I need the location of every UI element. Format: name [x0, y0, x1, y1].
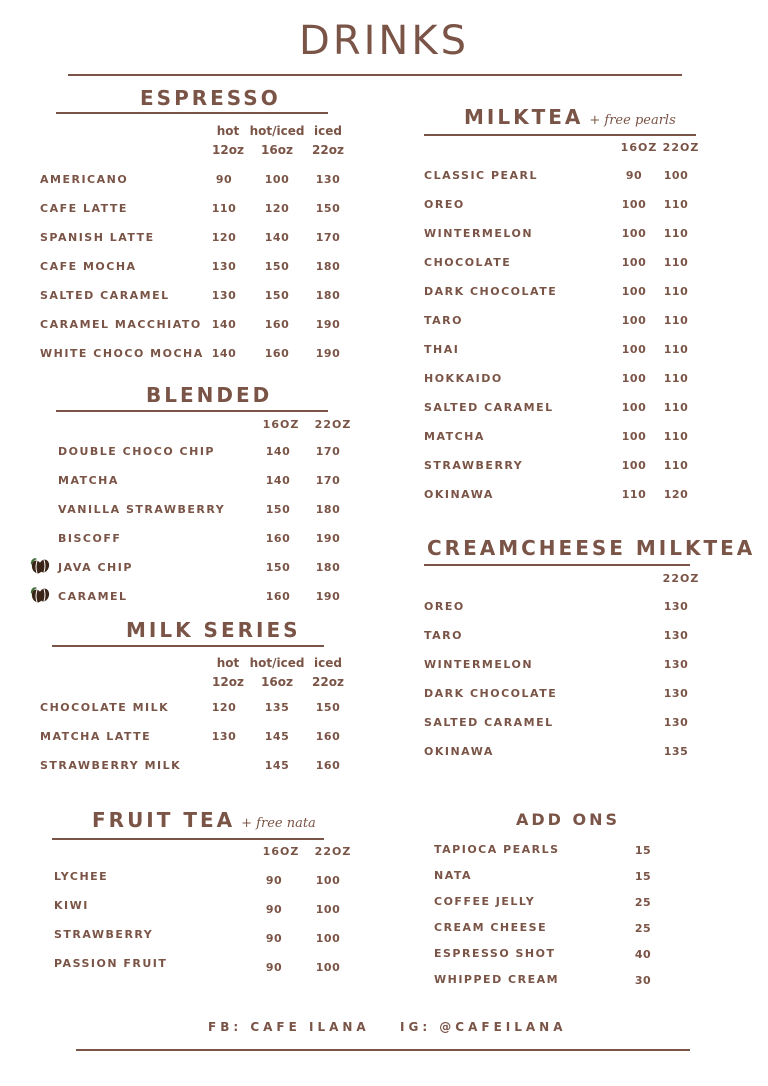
item-name: TAPIOCA PEARLS — [434, 843, 560, 856]
item-name: OKINAWA — [424, 745, 494, 758]
item-name: NATA — [434, 869, 473, 882]
fruit-tea-subtitle: + free nata — [241, 816, 316, 831]
price: 120 — [211, 701, 237, 714]
price: 180 — [315, 289, 341, 302]
item-name: CARAMEL MACCHIATO — [40, 318, 202, 331]
menu-row — [40, 260, 360, 278]
blended-col-header: 22OZ — [314, 418, 352, 431]
espresso-col-header: hot 12oz — [212, 124, 244, 157]
milk-series-divider — [52, 645, 324, 647]
price: 100 — [621, 372, 647, 385]
milktea-col-header: 16OZ — [620, 141, 658, 154]
item-name: DOUBLE CHOCO CHIP — [58, 445, 215, 458]
item-name: CHOCOLATE MILK — [40, 701, 170, 714]
item-name: CAFE MOCHA — [40, 260, 137, 273]
price: 90 — [265, 961, 283, 974]
item-name: CLASSIC PEARL — [424, 169, 539, 182]
menu-row — [40, 231, 360, 249]
price: 140 — [265, 474, 291, 487]
price: 110 — [663, 314, 689, 327]
menu-row — [58, 561, 358, 579]
menu-row — [424, 716, 704, 734]
price: 190 — [315, 532, 341, 545]
price: 160 — [264, 318, 290, 331]
price: 150 — [315, 701, 341, 714]
item-name: OREO — [424, 198, 465, 211]
menu-row — [424, 372, 704, 390]
menu-row — [424, 658, 704, 676]
price: 180 — [315, 260, 341, 273]
item-name: VANILLA STRAWBERRY — [58, 503, 226, 516]
item-name: MATCHA LATTE — [40, 730, 152, 743]
item-name: ESPRESSO SHOT — [434, 947, 556, 960]
price: 145 — [264, 730, 290, 743]
price: 130 — [663, 716, 689, 729]
menu-row — [40, 289, 360, 307]
milk-series-col-header: iced 22oz — [312, 656, 344, 689]
price: 130 — [211, 260, 237, 273]
item-name: TARO — [424, 629, 463, 642]
price: 110 — [663, 256, 689, 269]
price: 110 — [621, 488, 647, 501]
creamcheese-section-title: CREAMCHEESE MILKTEA — [427, 536, 756, 560]
price: 90 — [215, 173, 233, 186]
menu-row — [40, 759, 360, 777]
item-name: SALTED CARAMEL — [424, 401, 554, 414]
price: 140 — [264, 231, 290, 244]
menu-row — [58, 532, 358, 550]
price: 120 — [211, 231, 237, 244]
espresso-section-title: ESPRESSO — [140, 86, 281, 110]
price: 120 — [264, 202, 290, 215]
price: 160 — [315, 759, 341, 772]
price: 110 — [663, 285, 689, 298]
item-name: MATCHA — [58, 474, 119, 487]
price: 90 — [265, 932, 283, 945]
price: 130 — [663, 600, 689, 613]
milk-series-col-header: hot 12oz — [212, 656, 244, 689]
menu-row — [434, 869, 674, 887]
menu-row — [434, 895, 674, 913]
item-name: WINTERMELON — [424, 227, 534, 240]
price: 110 — [211, 202, 237, 215]
milktea-section-title: MILKTEA + free pearls — [464, 105, 676, 129]
price: 160 — [315, 730, 341, 743]
price: 15 — [634, 870, 652, 883]
price: 100 — [315, 874, 341, 887]
price: 150 — [264, 260, 290, 273]
menu-row — [40, 318, 360, 336]
price: 150 — [264, 289, 290, 302]
footer-divider — [76, 1049, 690, 1051]
price: 140 — [211, 347, 237, 360]
coffee-bean-icon — [28, 584, 50, 604]
item-name: SALTED CARAMEL — [40, 289, 170, 302]
price: 135 — [264, 701, 290, 714]
menu-row — [40, 347, 360, 365]
price: 150 — [265, 503, 291, 516]
price: 180 — [315, 503, 341, 516]
price: 160 — [264, 347, 290, 360]
item-name: MATCHA — [424, 430, 485, 443]
fruit-tea-col-header: 22OZ — [314, 845, 352, 858]
menu-row — [58, 503, 358, 521]
price: 160 — [265, 590, 291, 603]
price: 110 — [663, 372, 689, 385]
price: 145 — [264, 759, 290, 772]
menu-row — [54, 899, 354, 917]
menu-row — [424, 687, 704, 705]
creamcheese-divider — [424, 564, 690, 566]
milktea-col-header: 22OZ — [662, 141, 700, 154]
add-ons-section-title: ADD ONS — [516, 810, 621, 829]
price: 170 — [315, 231, 341, 244]
price: 170 — [315, 445, 341, 458]
price: 100 — [621, 459, 647, 472]
item-name: CREAM CHEESE — [434, 921, 548, 934]
price: 160 — [265, 532, 291, 545]
item-name: LYCHEE — [54, 870, 109, 883]
price: 130 — [211, 289, 237, 302]
price: 25 — [634, 922, 652, 935]
price: 110 — [663, 198, 689, 211]
item-name: BISCOFF — [58, 532, 122, 545]
price: 170 — [315, 474, 341, 487]
item-name: CAFE LATTE — [40, 202, 128, 215]
menu-row — [424, 430, 704, 448]
item-name: CARAMEL — [58, 590, 128, 603]
price: 130 — [315, 173, 341, 186]
menu-row — [424, 401, 704, 419]
item-name: STRAWBERRY — [424, 459, 524, 472]
price: 100 — [621, 314, 647, 327]
menu-row — [58, 590, 358, 608]
price: 190 — [315, 347, 341, 360]
item-name: DARK CHOCOLATE — [424, 285, 558, 298]
menu-row — [424, 459, 704, 477]
item-name: AMERICANO — [40, 173, 129, 186]
menu-row — [424, 227, 704, 245]
price: 100 — [315, 932, 341, 945]
espresso-col-header: hot/iced 16oz — [249, 124, 305, 157]
menu-row — [54, 957, 354, 975]
coffee-bean-icon — [28, 555, 50, 575]
menu-row — [424, 629, 704, 647]
milk-series-section-title: MILK SERIES — [126, 618, 301, 642]
price: 100 — [264, 173, 290, 186]
item-name: WINTERMELON — [424, 658, 534, 671]
milk-series-col-header: hot/iced 16oz — [249, 656, 305, 689]
menu-row — [58, 474, 358, 492]
espresso-col-header: iced 22oz — [312, 124, 344, 157]
price: 110 — [663, 459, 689, 472]
price: 150 — [315, 202, 341, 215]
menu-row — [54, 928, 354, 946]
price: 140 — [211, 318, 237, 331]
price: 100 — [621, 285, 647, 298]
item-name: WHITE CHOCO MOCHA — [40, 347, 204, 360]
item-name: THAI — [424, 343, 460, 356]
item-name: STRAWBERRY — [54, 928, 154, 941]
menu-row — [40, 730, 360, 748]
item-name: OREO — [424, 600, 465, 613]
menu-row — [424, 169, 704, 187]
menu-row — [58, 445, 358, 463]
item-name: COFFEE JELLY — [434, 895, 536, 908]
menu-row — [424, 745, 704, 763]
item-name: WHIPPED CREAM — [434, 973, 560, 986]
price: 100 — [663, 169, 689, 182]
menu-row — [424, 256, 704, 274]
item-name: STRAWBERRY MILK — [40, 759, 182, 772]
item-name: PASSION FRUIT — [54, 957, 168, 970]
price: 135 — [663, 745, 689, 758]
price: 150 — [265, 561, 291, 574]
price: 110 — [663, 227, 689, 240]
price: 190 — [315, 590, 341, 603]
menu-row — [434, 921, 674, 939]
blended-divider — [56, 410, 328, 412]
price: 130 — [663, 629, 689, 642]
item-name: HOKKAIDO — [424, 372, 503, 385]
item-name: OKINAWA — [424, 488, 494, 501]
price: 100 — [621, 343, 647, 356]
price: 110 — [663, 401, 689, 414]
menu-row — [434, 947, 674, 965]
price: 110 — [663, 430, 689, 443]
price: 25 — [634, 896, 652, 909]
menu-row — [424, 600, 704, 618]
milktea-divider — [424, 134, 696, 136]
fruit-tea-col-header: 16OZ — [262, 845, 300, 858]
item-name: SPANISH LATTE — [40, 231, 155, 244]
price: 90 — [265, 903, 283, 916]
fruit-tea-divider — [52, 838, 324, 840]
menu-row — [40, 701, 360, 719]
price: 100 — [621, 227, 647, 240]
menu-row — [40, 202, 360, 220]
menu-row — [434, 843, 674, 861]
price: 190 — [315, 318, 341, 331]
fruit-tea-section-title: FRUIT TEA + free nata — [92, 808, 316, 832]
menu-row — [424, 285, 704, 303]
price: 130 — [211, 730, 237, 743]
page-title: DRINKS — [299, 18, 469, 64]
facebook-handle: FB: CAFE ILANA — [208, 1020, 370, 1034]
instagram-handle: IG: @CAFEILANA — [400, 1020, 567, 1034]
menu-row — [434, 973, 674, 991]
price: 30 — [634, 974, 652, 987]
item-name: DARK CHOCOLATE — [424, 687, 558, 700]
blended-section-title: BLENDED — [146, 383, 273, 407]
price: 100 — [621, 430, 647, 443]
title-divider — [68, 74, 682, 76]
price: 140 — [265, 445, 291, 458]
price: 40 — [634, 948, 652, 961]
menu-row — [424, 343, 704, 361]
item-name: JAVA CHIP — [58, 561, 133, 574]
price: 180 — [315, 561, 341, 574]
price: 100 — [621, 256, 647, 269]
menu-row — [424, 488, 704, 506]
creamcheese-col-header: 22OZ — [662, 572, 700, 585]
menu-row — [424, 314, 704, 332]
price: 15 — [634, 844, 652, 857]
price: 100 — [621, 401, 647, 414]
price: 100 — [315, 961, 341, 974]
price: 90 — [265, 874, 283, 887]
menu-row — [40, 173, 360, 191]
item-name: SALTED CARAMEL — [424, 716, 554, 729]
price: 130 — [663, 687, 689, 700]
price: 120 — [663, 488, 689, 501]
price: 100 — [315, 903, 341, 916]
menu-row — [424, 198, 704, 216]
menu-row — [54, 870, 354, 888]
price: 100 — [621, 198, 647, 211]
milktea-subtitle: + free pearls — [589, 113, 676, 128]
item-name: KIWI — [54, 899, 89, 912]
price: 130 — [663, 658, 689, 671]
item-name: TARO — [424, 314, 463, 327]
price: 90 — [625, 169, 643, 182]
blended-col-header: 16OZ — [262, 418, 300, 431]
espresso-divider — [56, 112, 328, 114]
price: 110 — [663, 343, 689, 356]
item-name: CHOCOLATE — [424, 256, 512, 269]
